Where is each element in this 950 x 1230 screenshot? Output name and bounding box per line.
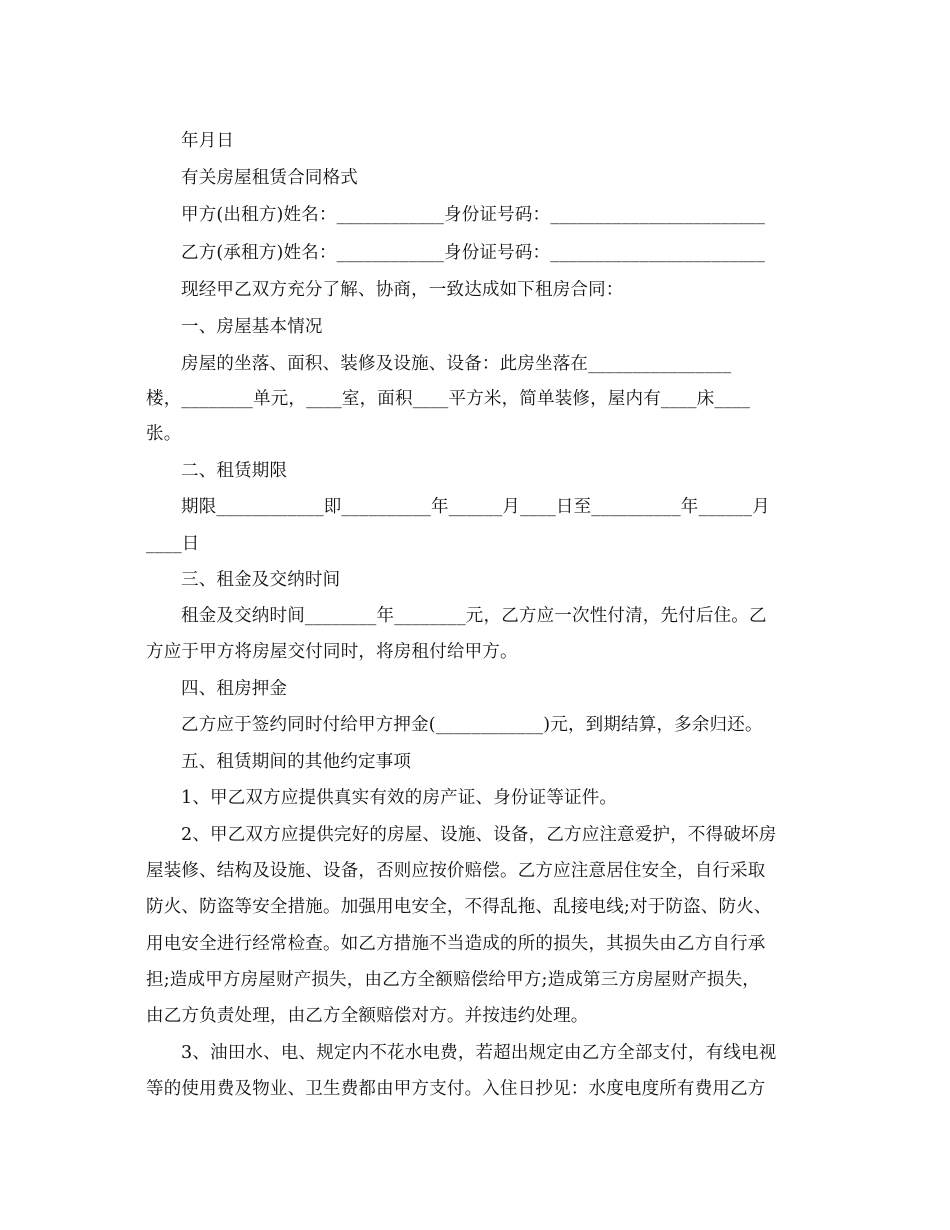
section-heading-4: 四、租房押金 bbox=[181, 679, 288, 699]
body-line: 2、甲乙双方应提供完好的房屋、设施、设备，乙方应注意爱护，不得破坏房 bbox=[181, 825, 777, 845]
body-line: 期限____________即__________年______月____日至__________年______月 bbox=[181, 497, 770, 517]
preamble-line: 现经甲乙双方充分了解、协商，一致达成如下租房合同： bbox=[181, 280, 624, 300]
body-line: 由乙方负责处理，由乙方全额赔偿对方。并按违约处理。 bbox=[146, 1006, 589, 1026]
body-line: 房屋的坐落、面积、装修及设施、设备：此房坐落在________________ bbox=[181, 354, 732, 374]
body-line: 租金及交纳时间________年________元，乙方应一次性付清，先付后住。乙 bbox=[181, 606, 767, 626]
body-line: 张。 bbox=[146, 424, 182, 444]
body-line: 屋装修、结构及设施、设备，否则应按价赔偿。乙方应注意居住安全，自行采取 bbox=[146, 861, 766, 881]
body-line: 担;造成甲方房屋财产损失，由乙方全额赔偿给甲方;造成第三方房屋财产损失， bbox=[146, 970, 760, 990]
body-line: 等的使用费及物业、卫生费都由甲方支付。入住日抄见：水度电度所有费用乙方 bbox=[146, 1079, 766, 1099]
body-line: 方应于甲方将房屋交付同时，将房租付给甲方。 bbox=[146, 642, 518, 662]
section-heading-5: 五、租赁期间的其他约定事项 bbox=[181, 752, 412, 772]
party-a-line: 甲方(出租方)姓名：____________身份证号码：________________________ bbox=[181, 205, 766, 225]
party-b-line: 乙方(承租方)姓名：____________身份证号码：________________________ bbox=[181, 243, 766, 263]
body-line: 用电安全进行经常检查。如乙方措施不当造成的所的损失，其损失由乙方自行承 bbox=[146, 934, 766, 954]
section-heading-2: 二、租赁期限 bbox=[181, 461, 288, 481]
body-line: 乙方应于签约同时付给甲方押金(____________)元，到期结算，多余归还。 bbox=[181, 715, 763, 735]
body-line: 3、油田水、电、规定内不花水电费，若超出规定由乙方全部支付，有线电视 bbox=[181, 1043, 777, 1063]
body-line: 防火、防盗等安全措施。加强用电安全，不得乱拖、乱接电线;对于防盗、防火、 bbox=[146, 897, 772, 917]
body-line: 1、甲乙双方应提供真实有效的房产证、身份证等证件。 bbox=[181, 788, 618, 808]
body-line: 楼，________单元，____室，面积____平方米，简单装修，屋内有____床____ bbox=[146, 389, 751, 409]
section-heading-3: 三、租金及交纳时间 bbox=[181, 570, 341, 590]
section-heading-1: 一、房屋基本情况 bbox=[181, 317, 323, 337]
document-title: 有关房屋租赁合同格式 bbox=[181, 168, 358, 188]
body-line: ____日 bbox=[146, 534, 200, 554]
date-line: 年月日 bbox=[181, 131, 235, 151]
